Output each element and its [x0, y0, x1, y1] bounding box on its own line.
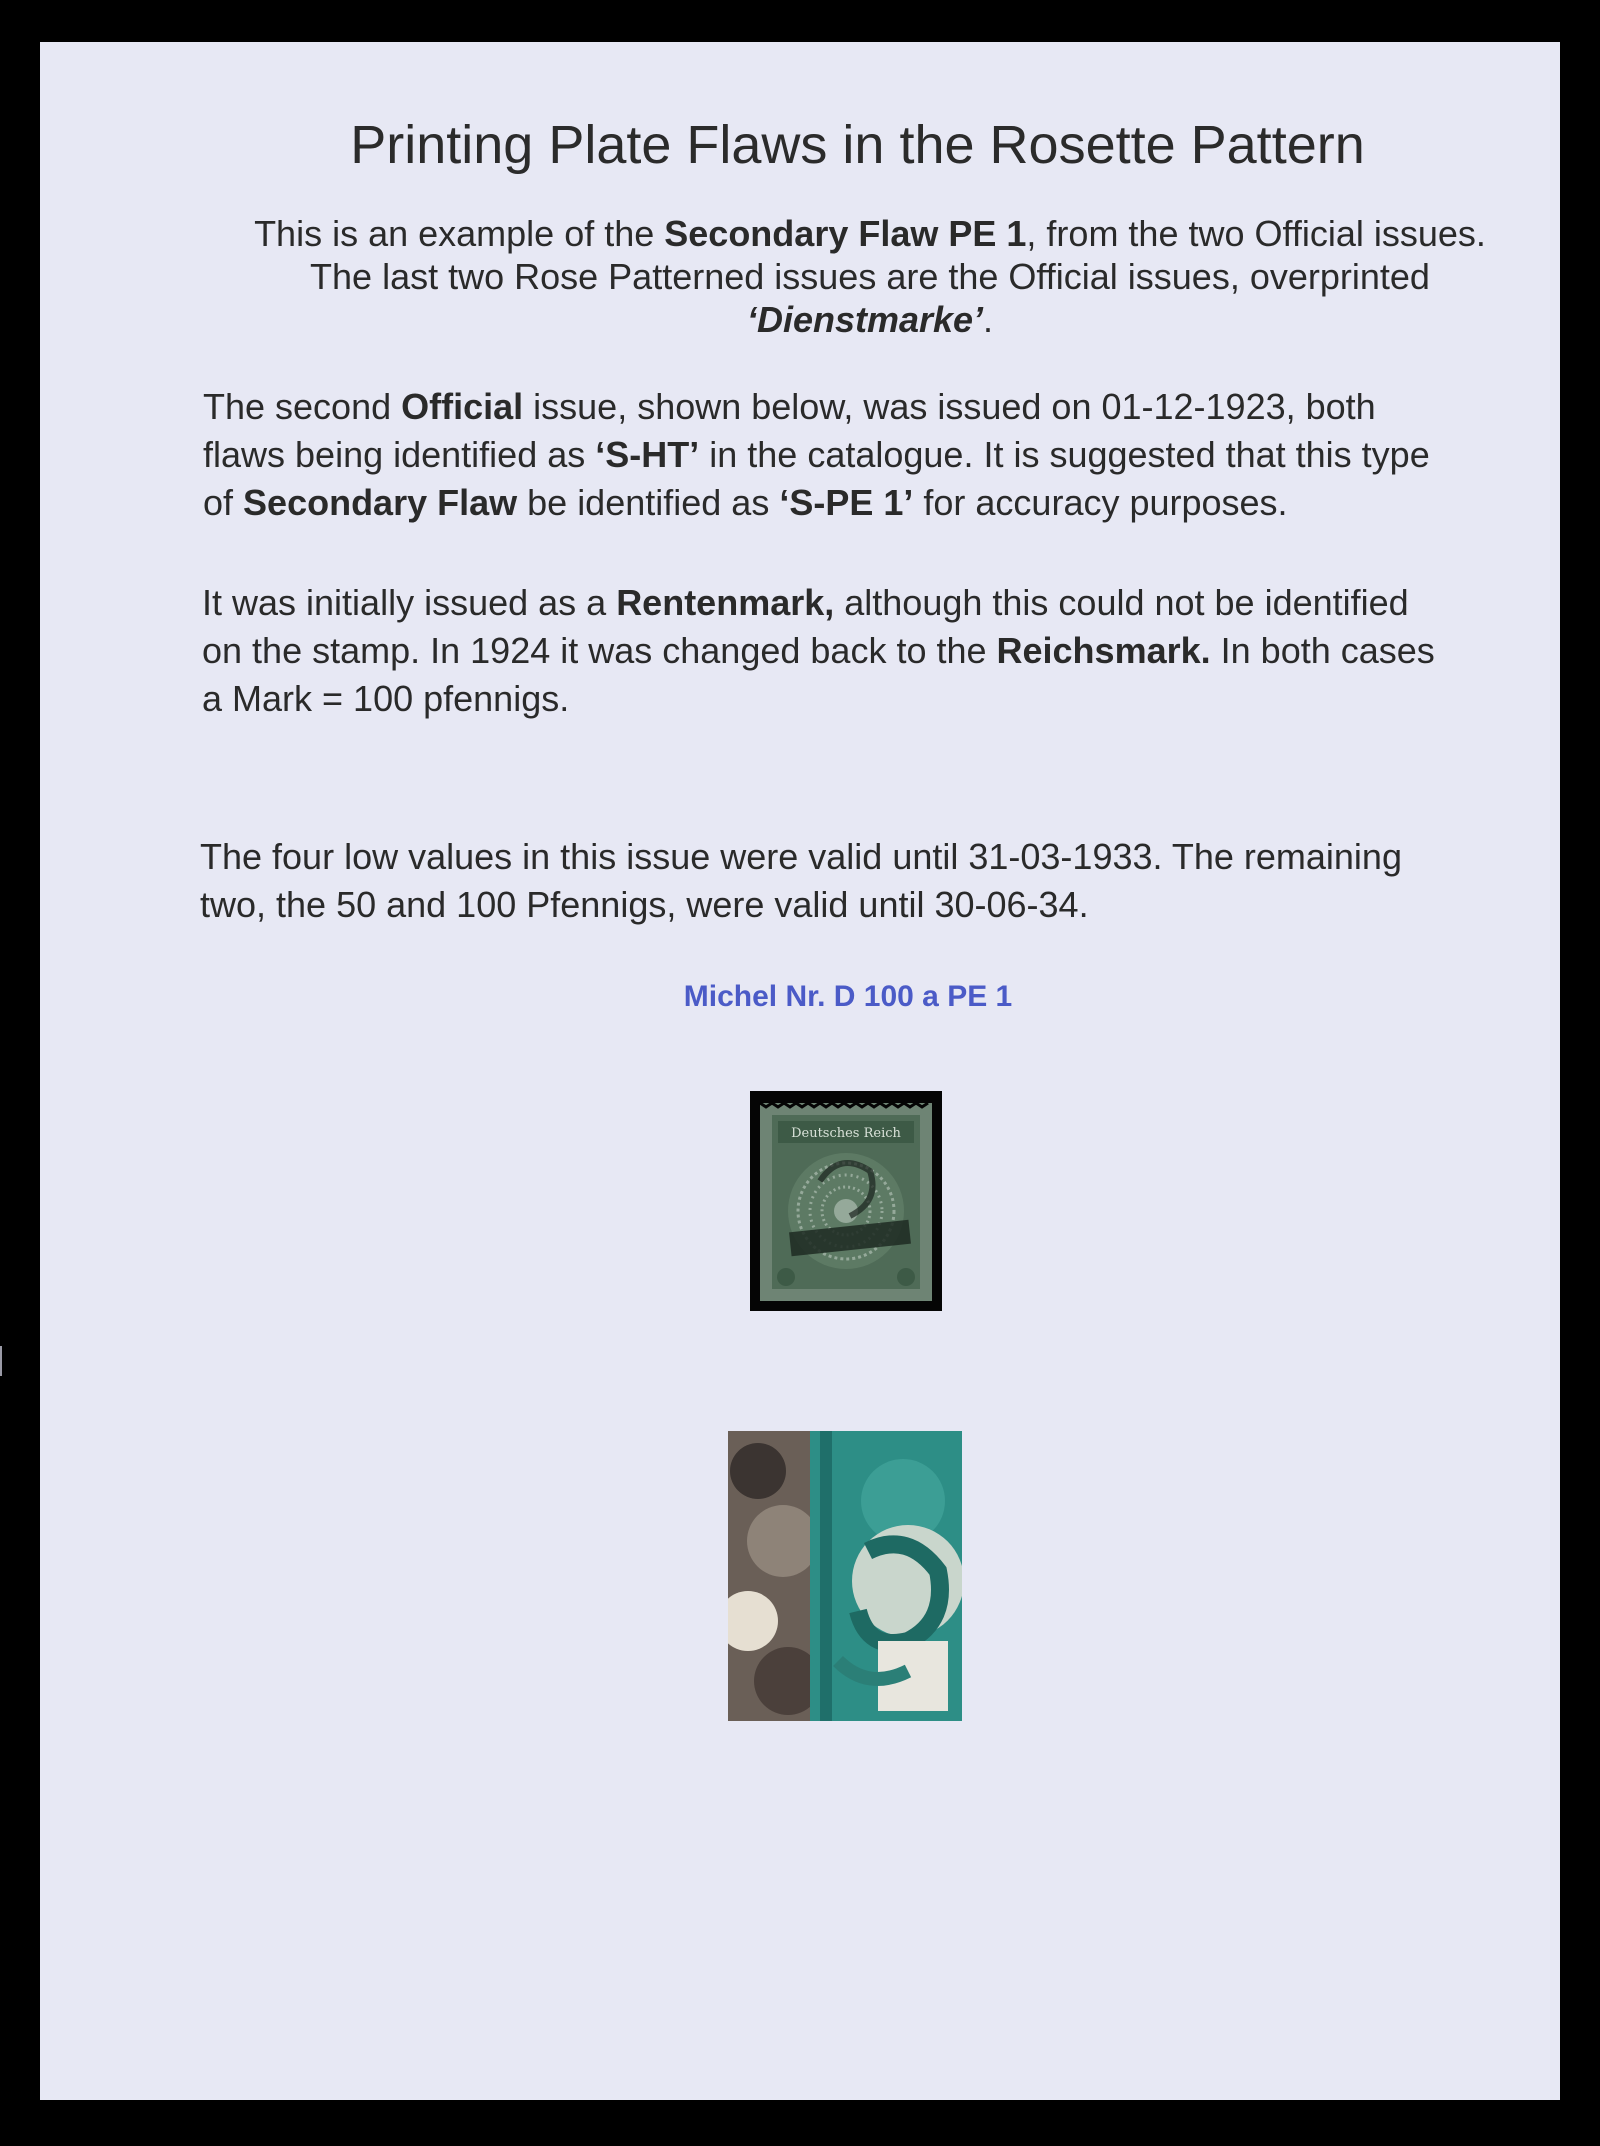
intro-line-1: This is an example of the Secondary Flaw PE 1, from the two Official issues.	[254, 213, 1486, 254]
paragraph-validity	[200, 833, 1402, 929]
edge-mark	[0, 1346, 2, 1376]
stamp-mount	[750, 1091, 942, 1311]
paragraph-line: The second Official issue, shown below, was issued on 01-12-1923, both	[203, 386, 1376, 427]
paragraph-currency	[202, 579, 1435, 723]
michel-catalogue-label: Michel Nr. D 100 a PE 1	[683, 980, 1013, 1013]
paragraph-line: a Mark = 100 pfennigs.	[202, 678, 570, 719]
paragraph-line: of Secondary Flaw be identified as ‘S-PE 1’ for accuracy purposes.	[203, 482, 1288, 523]
stamp-inscription: Deutsches Reich	[791, 1126, 901, 1141]
flaw-closeup-image	[728, 1431, 962, 1721]
paragraph-official-issue	[203, 383, 1430, 527]
paragraph-line: flaws being identified as ‘S-HT’ in the catalogue. It is suggested that this type	[203, 434, 1430, 475]
intro-line-3: ‘Dienstmarke’.	[746, 299, 994, 340]
closeup-enlargement	[728, 1431, 962, 1721]
paragraph-line: It was initially issued as a Rentenmark, although this could not be identified	[202, 582, 1409, 623]
paragraph-line: The four low values in this issue were valid until 31-03-1933. The remaining	[200, 836, 1402, 877]
intro-line-2: The last two Rose Patterned issues are the Official issues, overprinted	[310, 256, 1430, 297]
intro-text	[170, 212, 1570, 341]
paragraph-line: on the stamp. In 1924 it was changed back to the Reichsmark. In both cases	[202, 630, 1435, 671]
stamp-image	[750, 1091, 942, 1311]
page-title: Printing Plate Flaws in the Rosette Pattern	[350, 115, 1365, 175]
paragraph-line: two, the 50 and 100 Pfennigs, were valid until 30-06-34.	[200, 884, 1089, 925]
album-page	[40, 42, 1560, 2100]
